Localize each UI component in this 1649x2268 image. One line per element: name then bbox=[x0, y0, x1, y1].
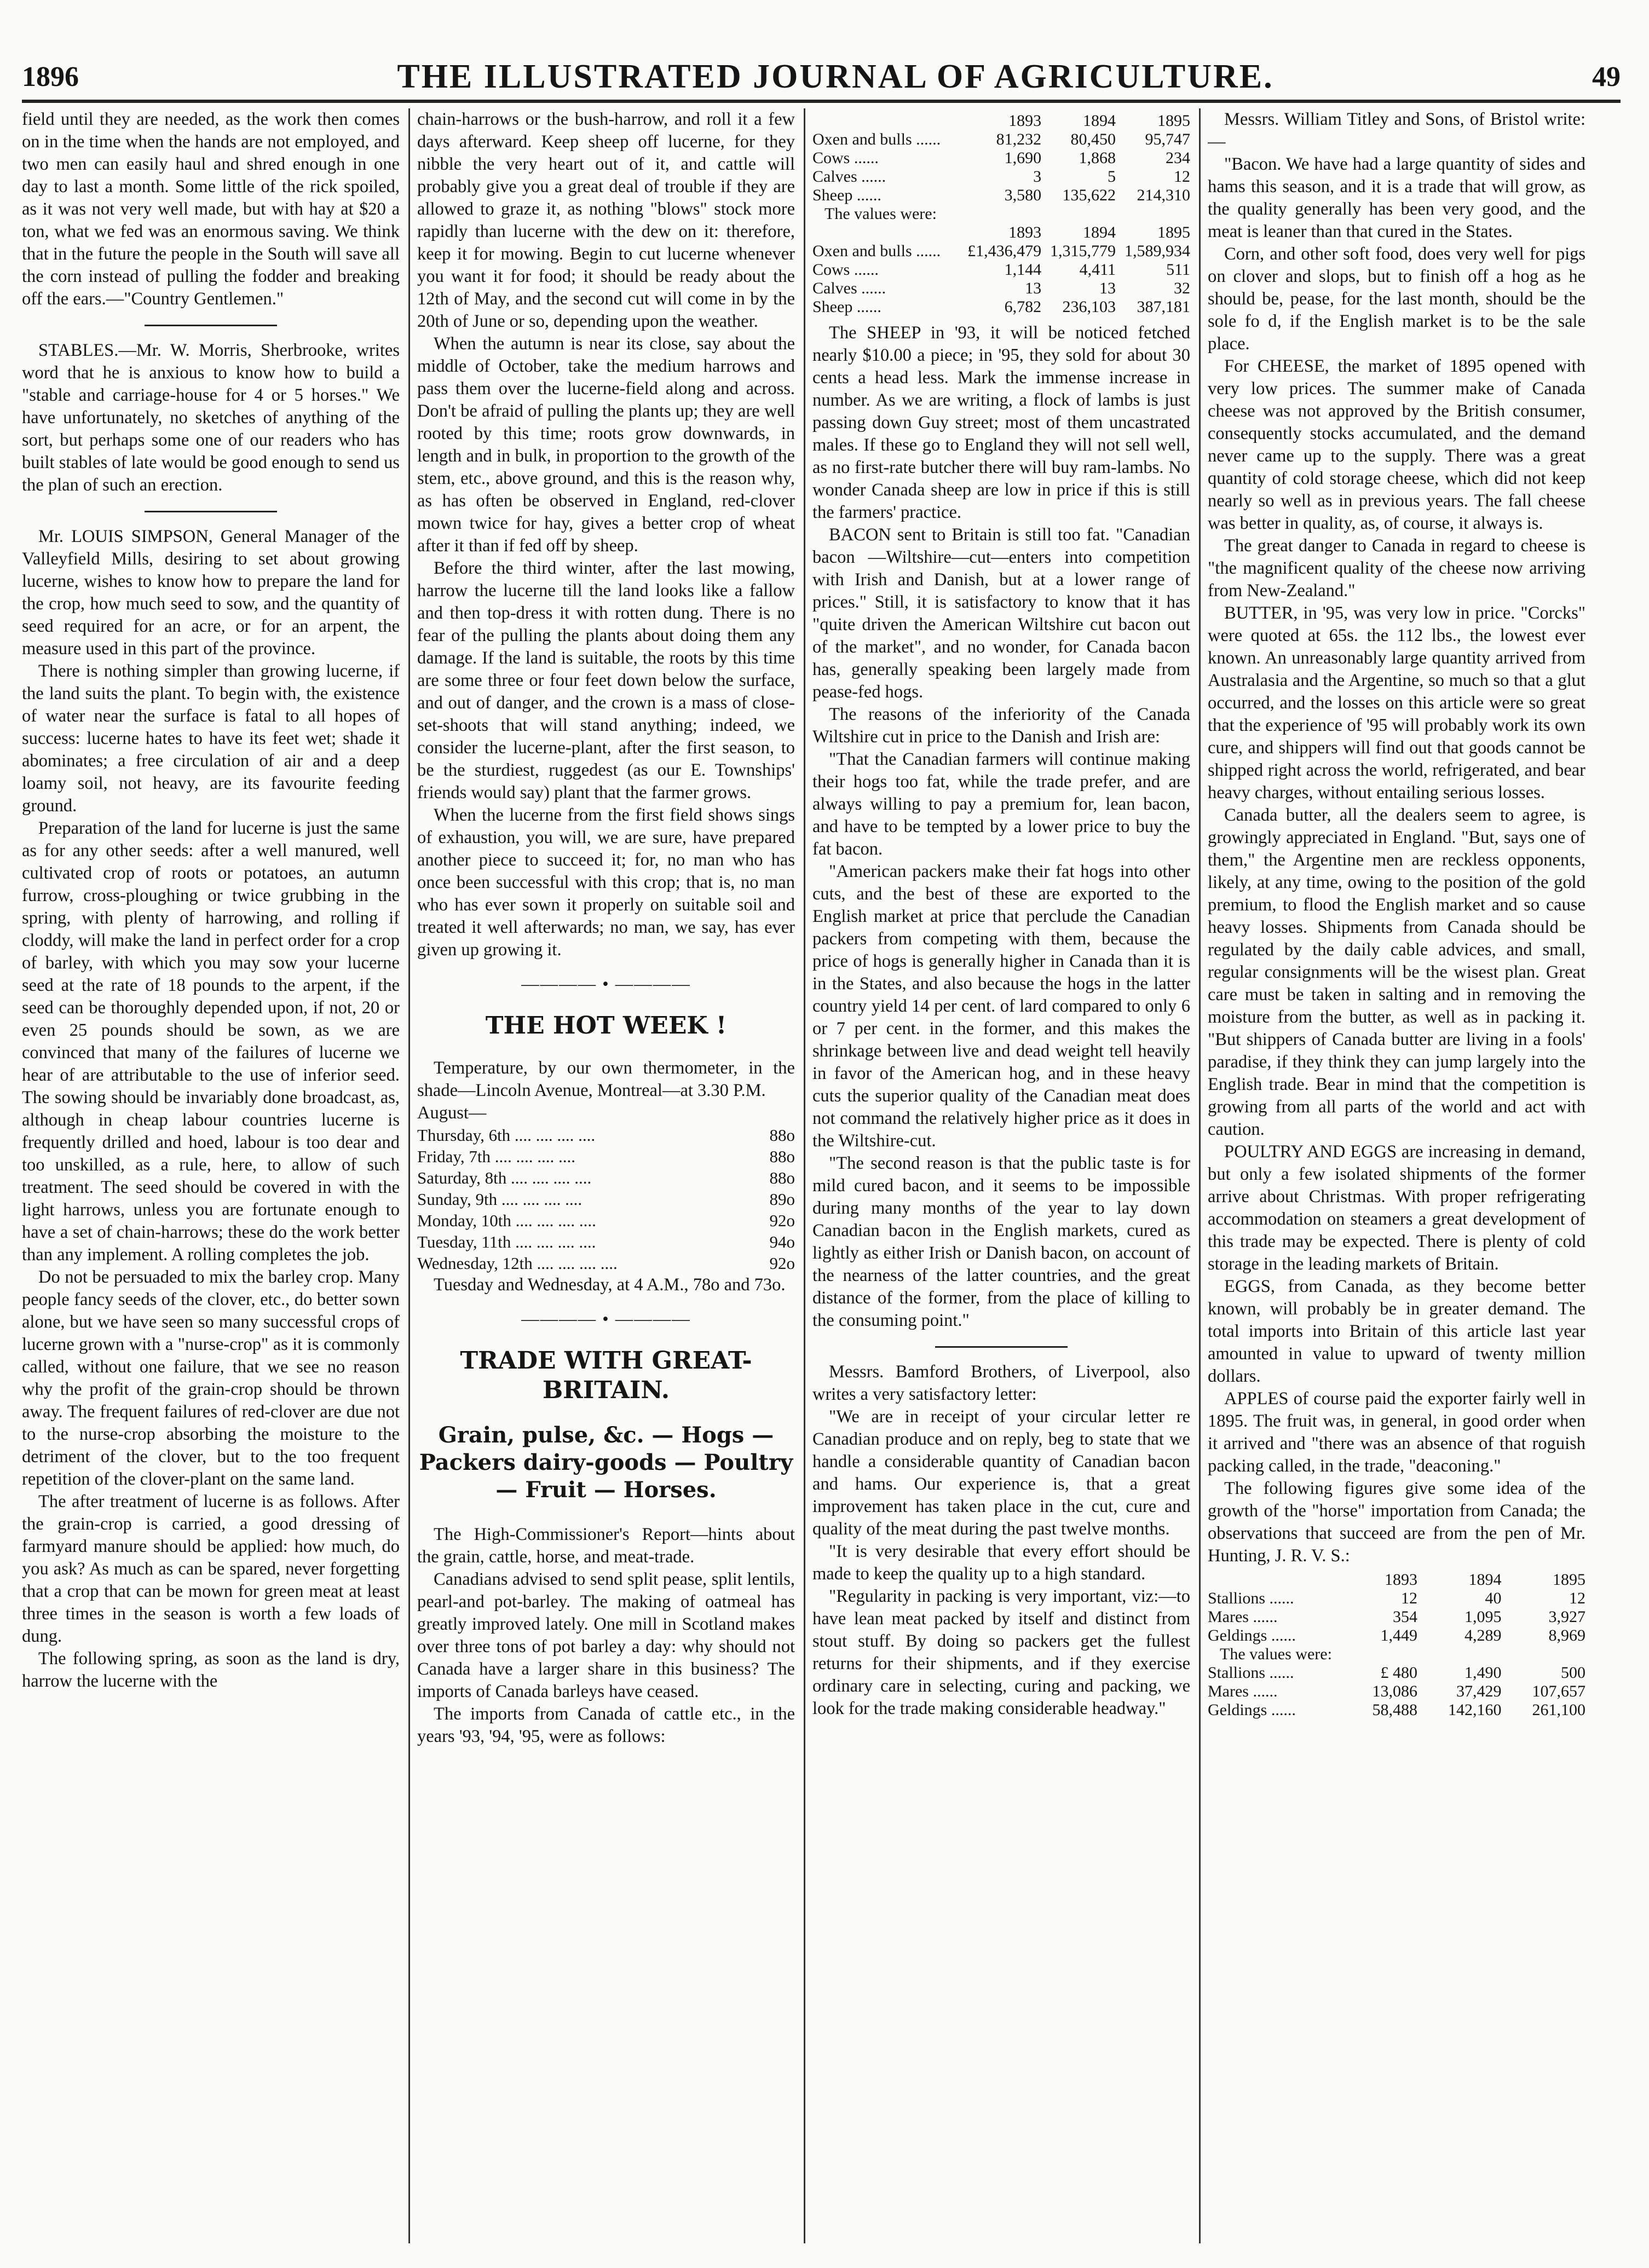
column-rule bbox=[804, 108, 805, 2243]
paragraph: The after treatment of lucerne is as follows. After the grain-crop is carried, a good dressing of farmyard manure should be applied: how much, do you ask? As much as can be spared, never forgetting that a crop that can be mown for green meat at least three times in the season is worth a few loads of dung. bbox=[22, 1492, 400, 1646]
table-cell: 37,429 bbox=[1456, 1682, 1502, 1700]
table-cell: 5 bbox=[1108, 168, 1116, 186]
paragraph: BUTTER, in '95, was very low in price. "Corcks" were quoted at 65s. the 112 lbs., the lowest ever known. An unreasonably large quantity arrived from Australasia and the Argentine, so much so that a glut occurred, and the losses on this article were so great that the experience of '95 will probably work its own cure, and shippers will find out that goods cannot be shipped right across the world, refrigerated, and bear heavy charges, without entailing serious losses. bbox=[1208, 603, 1585, 803]
table-row bbox=[1208, 1626, 1585, 1645]
year-header: 1895 bbox=[1157, 223, 1190, 241]
table-row bbox=[1208, 1701, 1585, 1719]
table-cell: 1,144 bbox=[1004, 261, 1042, 279]
paragraph: Preparation of the land for lucerne is just the same as for any other seeds: after a well manured, well cultivated crop of roots or potatoes, an autumn furrow, cross-ploughing or twice grubbing in the spring, with plenty of harrowing, and rolling if cloddy, will make the land in perfect order for a crop of barley, with which you may sow your lucerne seed at the rate of 18 pounds to the arpent, if the seed can be thoroughly depended upon, if not, 20 or even 25 pounds should be sown, as we are convinced that many of the failures of lucerne we hear of are attributable to the use of inferior seed. The sowing should be invariably done broadcast, as, although in cheap labour countries lucerne is frequently drilled and hoed, labour is too dear and too unskilled, as a rule, here, to allow of such treatment. The seed should be covered in with the light harrows, unless you are fortunate enough to have a set of chain-harrows; these do the work better than any implement. A rolling completes the job. bbox=[22, 818, 400, 1265]
year-header: 1894 bbox=[1468, 1571, 1502, 1589]
table-cell: 40 bbox=[1485, 1589, 1502, 1607]
table-cell: 3 bbox=[1033, 168, 1042, 186]
temperature-value: 92o bbox=[769, 1211, 795, 1230]
table-cell: 214,310 bbox=[1137, 186, 1190, 204]
temperature-value: 88o bbox=[769, 1126, 795, 1145]
temperature-row bbox=[417, 1124, 795, 1146]
table-row bbox=[1208, 1664, 1585, 1682]
table-cell: 142,160 bbox=[1448, 1701, 1502, 1719]
column-rule bbox=[1199, 108, 1201, 2243]
year-header: 1894 bbox=[1083, 223, 1116, 241]
table-row bbox=[812, 279, 1190, 298]
paragraph: Messrs. William Titley and Sons, of Bristol write:— bbox=[1208, 109, 1585, 152]
row-label: Mares ...... bbox=[1208, 1608, 1278, 1626]
paragraph: BACON sent to Britain is still too fat. "Canadian bacon —Wiltshire—cut—enters into competition with Irish and Danish, but at a lower range of prices." Still, it is satisfactory to know that it has "quite driven the American Wiltshire cut bacon out of the market", and no wonder, for Canada bacon has, generally speaking been largely made from pease-fed hogs. bbox=[812, 525, 1190, 702]
table-header-row bbox=[812, 112, 1190, 130]
paragraph: Messrs. Bamford Brothers, of Liverpool, also writes a very satisfactory letter: bbox=[812, 1362, 1190, 1404]
paragraph: POULTRY AND EGGS are increasing in demand, but only a few isolated shipments of the former arrive about Christmas. With proper refrigerating accommodation on steamers a great development of this trade may be expected. There is plenty of cold storage in the leading markets of Britain. bbox=[1208, 1142, 1585, 1274]
paragraph: The great danger to Canada in regard to cheese is "the magnificent quality of the cheese now arriving from New-Zealand." bbox=[1208, 536, 1585, 601]
table-cell: 236,103 bbox=[1062, 298, 1116, 316]
table-cell: 12 bbox=[1569, 1589, 1585, 1607]
temperature-row bbox=[417, 1231, 795, 1253]
table-cell: 511 bbox=[1166, 261, 1190, 279]
paragraph: The following spring, as soon as the land is dry, harrow the lucerne with the bbox=[22, 1649, 400, 1691]
table-cell: 1,868 bbox=[1079, 149, 1116, 167]
temperature-list bbox=[417, 1124, 795, 1274]
temperature-day: Saturday, 8th .... .... .... .... bbox=[417, 1168, 592, 1187]
temperature-value: 88o bbox=[769, 1147, 795, 1166]
values-label-row bbox=[812, 205, 1190, 223]
table-cell: 1,315,779 bbox=[1050, 242, 1116, 260]
table-cell: 32 bbox=[1174, 279, 1190, 297]
paragraph: Canada butter, all the dealers seem to agree, is growingly appreciated in England. "But, says one of them," the Argentine men are reckless opponents, likely, at any time, owing to the position of the gold premium, to flood the English market and so cause heavy losses. Shipments from Canada should be regulated by the daily cable advices, and small, regular consignments will be the wisest plan. Great care must be taken in salting and in removing the moisture from the butter, as well as in packing it. "But shippers of Canada butter are living in a fools' paradise, if they think they can jump largely into the English trade. Bear in mind that the competition is growing from all parts of the world and act with caution. bbox=[1208, 805, 1585, 1139]
row-label: Calves ...... bbox=[812, 168, 886, 186]
table-cell: £ 480 bbox=[1380, 1664, 1418, 1682]
paragraph: "The second reason is that the public taste is for mild cured bacon, and it seems to be impossible during many months of the year to lay down Canadian bacon in the English markets, cured as lightly as either Irish or Danish bacon, on account of the nearness of the latter countries, and the great distance of the former, from the place of killing to the consuming point." bbox=[812, 1153, 1190, 1330]
paragraph: "Bacon. We have had a large quantity of sides and hams this season, and it is a trade that will grow, as the quality generally has been very good, and the meat is leaner than that cured in the States. bbox=[1208, 154, 1585, 241]
paragraph: When the lucerne from the first field shows sings of exhaustion, you will, we are sure, have prepared another piece to succeed it; for, no man who has once been successful with this crop; that is, no man who has ever sown it properly on suitable soil and treated it well afterwards; no man, we say, has ever given up growing it. bbox=[417, 805, 795, 960]
paragraph: Do not be persuaded to mix the barley crop. Many people fancy seeds of the clover, etc., do better sown alone, but we have seen so many successful crops of lucerne grown with a "nurse-crop" as it is commonly called, without one failure, that we see no reason why the profit of the grain-crop should be thrown away. The frequent failures of red-clover are due not to the nurse-crop absorbing the moisture to the detriment of the clover, but to the too frequent repetition of the clover-plant on the same land. bbox=[22, 1267, 400, 1489]
table-cell: 261,100 bbox=[1532, 1701, 1585, 1719]
year-header: 1893 bbox=[1008, 223, 1042, 241]
temperature-value: 89o bbox=[769, 1190, 795, 1209]
paragraph: When the autumn is near its close, say about the middle of October, take the medium harrows and pass them over the lucerne-field along and across. Don't be afraid of pulling the plants up; they are well rooted by this time; roots grow downwards, in length and in bulk, in proportion to the growth of the stem, etc., above ground, and this is the reason why, as has often be observed in England, red-clover mown twice for hay, gives a better crop of wheat after it than if fed off by sheep. bbox=[417, 334, 795, 556]
year-header: 1893 bbox=[1385, 1571, 1418, 1589]
year-header: 1893 bbox=[1008, 112, 1042, 130]
temperature-row bbox=[417, 1253, 795, 1274]
column-3 bbox=[812, 108, 1190, 2260]
table-row bbox=[812, 298, 1190, 316]
row-label: Sheep ...... bbox=[812, 298, 881, 316]
row-label: Geldings ...... bbox=[1208, 1626, 1296, 1644]
paragraph: chain-harrows or the bush-harrow, and roll it a few days afterward. Keep sheep off lucerne, for they nibble the very heart out of it, and cattle will probably give you a great deal of trouble if they are allowed to graze it, as nothing "blows" stock more rapidly than lucerne with the dew on it: therefore, keep it for mowing. Begin to cut lucerne whenever you want it for food; it should be ready about the 12th of May, and the second cut will come in by the 20th of June or so, depending upon the weather. bbox=[417, 109, 795, 331]
paragraph: The SHEEP in '93, it will be noticed fetched nearly $10.00 a piece; in '95, they sold for about 30 cents a head less. Mark the immense increase in number. As we are writing, a flock of lambs is just passing down Guy street; most of them uncastrated males. If these go to England they will not sell well, as no first-rate butcher there will buy ram-lambs. No wonder Canada sheep are low in price if this is still the farmers' practice. bbox=[812, 323, 1190, 522]
table-cell: 1,490 bbox=[1464, 1664, 1502, 1682]
cattle-import-table bbox=[812, 112, 1190, 316]
values-label: The values were: bbox=[1220, 1645, 1332, 1663]
table-cell: 81,232 bbox=[996, 130, 1042, 148]
paragraph: The following figures give some idea of the growth of the "horse" importation from Canada; the observations that succeed are from the pen of Mr. Hunting, J. R. V. S.: bbox=[1208, 1479, 1585, 1566]
table-cell: 13 bbox=[1025, 279, 1042, 297]
row-label: Mares ...... bbox=[1208, 1682, 1278, 1700]
table-cell: 387,181 bbox=[1137, 298, 1190, 316]
temperature-day: Monday, 10th .... .... .... .... bbox=[417, 1211, 596, 1230]
temperature-day: Thursday, 6th .... .... .... .... bbox=[417, 1126, 596, 1145]
table-corner bbox=[812, 112, 958, 130]
table-cell: 1,690 bbox=[1004, 149, 1042, 167]
temperature-row bbox=[417, 1146, 795, 1167]
values-label: The values were: bbox=[824, 205, 937, 223]
table-cell: 8,969 bbox=[1548, 1626, 1585, 1644]
table-cell: 4,411 bbox=[1079, 261, 1116, 279]
row-label: Sheep ...... bbox=[812, 186, 881, 204]
table-row bbox=[812, 186, 1190, 205]
paragraph: Canadians advised to send split pease, split lentils, pearl-and pot-barley. The making of oatmeal has greatly improved lately. One mill in Scotland makes over three tons of pot barley a day: why should not Canada have a larger share in this business? The imports of Canada barleys have ceased. bbox=[417, 1569, 795, 1701]
table-cell: 80,450 bbox=[1070, 130, 1116, 148]
table-cell: 12 bbox=[1174, 168, 1190, 186]
temperature-day: Sunday, 9th .... .... .... .... bbox=[417, 1190, 583, 1209]
paragraph: "Regularity in packing is very important, viz:—to have lean meat packed by itself and distinct from stout stuff. By doing so packers get the fullest returns for their shipments, and if they exercise ordinary care in selecting, curing and packing, we look for the trade making considerable headway." bbox=[812, 1586, 1190, 1718]
year-header: 1895 bbox=[1553, 1571, 1585, 1589]
horse-import-table bbox=[1208, 1571, 1585, 1719]
table-cell: 107,657 bbox=[1532, 1682, 1585, 1700]
paragraph: Temperature, by our own thermometer, in the shade—Lincoln Avenue, Montreal—at 3.30 P.M. bbox=[417, 1058, 795, 1100]
paragraph: Mr. LOUIS SIMPSON, General Manager of the Valleyfield Mills, desiring to set about growing lucerne, wishes to know how to prepare the land for the crop, how much seed to sow, and the quantity of seed required for an acre, or for an arpent, the measure used in this part of the province. bbox=[22, 527, 400, 659]
table-cell: 13 bbox=[1099, 279, 1116, 297]
row-label: Geldings ...... bbox=[1208, 1701, 1296, 1719]
temperature-row bbox=[417, 1167, 795, 1188]
column-1 bbox=[22, 108, 400, 2260]
row-label: Calves ...... bbox=[812, 279, 886, 297]
table-cell: 95,747 bbox=[1145, 130, 1190, 148]
table-header-row bbox=[1208, 1571, 1585, 1589]
table-cell: 4,289 bbox=[1464, 1626, 1502, 1644]
paragraph: EGGS, from Canada, as they become better known, will probably be in greater demand. The total imports into Britain of this article last year amounted in value to upward of twenty million dollars. bbox=[1208, 1277, 1585, 1386]
values-label-row bbox=[1208, 1645, 1585, 1664]
table-row bbox=[812, 168, 1190, 186]
paragraph: Corn, and other soft food, does very well for pigs on clover and slops, but to finish off a hog as he should be, pease, for the last month, should be the sole fo d, if the English market is to be the sale place. bbox=[1208, 244, 1585, 354]
trade-heading: TRADE WITH GREAT-BRITAIN. bbox=[460, 1347, 752, 1404]
column-rule bbox=[408, 108, 410, 2243]
issue-year: 1896 bbox=[22, 61, 79, 93]
paragraph: STABLES.—Mr. W. Morris, Sherbrooke, writes word that he is anxious to know how to build a "stable and carriage-house for 4 or 5 horses." We have unfortunately, no sketches of anything of the sort, but perhaps some one of our readers who has built stables of late would be good enough to send us the plan of such an erection. bbox=[22, 341, 400, 495]
table-cell: 354 bbox=[1393, 1608, 1418, 1626]
table-corner bbox=[1208, 1571, 1346, 1589]
hot-week-heading: THE HOT WEEK ! bbox=[485, 1012, 727, 1040]
separator-rule bbox=[145, 511, 277, 512]
temperature-value: 94o bbox=[769, 1232, 795, 1251]
table-cell: £1,436,479 bbox=[967, 242, 1042, 260]
masthead bbox=[22, 55, 1621, 99]
temperature-row bbox=[417, 1210, 795, 1231]
paragraph: "American packers make their fat hogs into other cuts, and the best of these are exported to the English market at price that perclude the Canadian packers from competing with them, because the price of hogs is generally higher in Canada than it is in the States, and also because the hogs in the latter country yield 14 per cent. of lard compared to only 6 or 7 per cent. in the former, and this makes the shrinkage between live and dead weight tell heavily in favor of the American hog, and in these heavy cuts the superior quality of the Canadian meat does not command the relatively higher price as it does in the Wiltshire-cut. bbox=[812, 862, 1190, 1151]
table-cell: 12 bbox=[1401, 1589, 1418, 1607]
journal-title: THE ILLUSTRATED JOURNAL OF AGRICULTURE. bbox=[397, 57, 1274, 95]
separator-rule bbox=[145, 325, 277, 326]
table-cell: 1,095 bbox=[1464, 1608, 1502, 1626]
row-label: Oxen and bulls ...... bbox=[812, 242, 941, 260]
row-label: Cows ...... bbox=[812, 261, 879, 279]
table-cell: 1,449 bbox=[1380, 1626, 1418, 1644]
table-cell: 234 bbox=[1166, 149, 1190, 167]
paragraph: The imports from Canada of cattle etc., in the years '93, '94, '95, were as follows: bbox=[417, 1704, 795, 1746]
year-header: 1895 bbox=[1157, 112, 1190, 130]
table-cell: 135,622 bbox=[1062, 186, 1116, 204]
temperature-value: 88o bbox=[769, 1168, 795, 1187]
page-number: 49 bbox=[1592, 61, 1621, 93]
row-label: Stallions ...... bbox=[1208, 1664, 1294, 1682]
temperature-value: 92o bbox=[769, 1254, 795, 1273]
paragraph: field until they are needed, as the work then comes on in the time when the hands are not employed, and two men can easily haul and shred enough in one day to last a month. Some little of the rick spoiled, as it was not very well made, but with hay at $20 a ton, what we fed was an enormous saving. We think that in the future the people in the South will save all the corn instead of pulling the fodder and breaking off the ears.—"Country Gentlemen." bbox=[22, 109, 400, 309]
year-header: 1894 bbox=[1083, 112, 1116, 130]
table-row bbox=[812, 130, 1190, 149]
trade-subheading: Grain, pulse, &c. — Hogs — Packers dairy-goods — Poultry — Fruit — Horses. bbox=[419, 1422, 793, 1503]
paragraph: "That the Canadian farmers will continue making their hogs too fat, while the trade prefer, and are always willing to pay a premium for, lean bacon, and have to be tempted by a lower price to buy the fat bacon. bbox=[812, 749, 1190, 859]
row-label: Cows ...... bbox=[812, 149, 879, 167]
table-header-row bbox=[812, 223, 1190, 242]
temperature-day: Friday, 7th .... .... .... .... bbox=[417, 1147, 576, 1166]
table-row bbox=[812, 149, 1190, 168]
paragraph: Tuesday and Wednesday, at 4 A.M., 78o and 73o. bbox=[434, 1275, 786, 1295]
table-cell: 58,488 bbox=[1372, 1701, 1418, 1719]
table-cell: 1,589,934 bbox=[1125, 242, 1190, 260]
paragraph: The High-Commissioner's Report—hints about the grain, cattle, horse, and meat-trade. bbox=[417, 1525, 795, 1567]
temperature-day: Wednesday, 12th .... .... .... .... bbox=[417, 1254, 618, 1273]
paragraph: For CHEESE, the market of 1895 opened with very low prices. The summer make of Canada cheese was not approved by the British consumer, consequently stocks accumulated, and the demand never came up to the supply. There was a great quantity of cold storage cheese, which did not keep nearly so well as in previous years. The fall cheese was better in quality, as, of course, it always is. bbox=[1208, 356, 1585, 533]
column-4 bbox=[1208, 108, 1585, 2260]
ornament-rule: ———— • ———— bbox=[521, 1309, 691, 1329]
row-label: Oxen and bulls ...... bbox=[812, 130, 941, 148]
paragraph: The reasons of the inferiority of the Canada Wiltshire cut in price to the Danish and Irish are: bbox=[812, 705, 1190, 747]
table-row bbox=[1208, 1589, 1585, 1608]
table-row bbox=[1208, 1608, 1585, 1626]
table-cell: 500 bbox=[1561, 1664, 1585, 1682]
separator-rule bbox=[935, 1346, 1068, 1348]
table-corner bbox=[812, 223, 958, 242]
temperature-day: Tuesday, 11th .... .... .... .... bbox=[417, 1232, 596, 1251]
paragraph: Before the third winter, after the last mowing, harrow the lucerne till the land looks like a fallow and then top-dress it with rotten dung. There is no fear of the pulling the plants about doing them any damage. If the land is suitable, the roots by this time are some three or four feet down below the surface, and out of danger, and the crown is a mass of close-set-shoots that will stand anything; indeed, we consider the lucerne-plant, after the first season, to be the sturdiest, ruggedest (as our E. Townships' friends would say) plant that the farmer grows. bbox=[417, 558, 795, 803]
temperature-row bbox=[417, 1188, 795, 1210]
table-cell: 6,782 bbox=[1004, 298, 1042, 316]
table-row bbox=[812, 261, 1190, 279]
paragraph: APPLES of course paid the exporter fairly well in 1895. The fruit was, in general, in good order when it arrived and "there was an absence of that roguish packing called, in the trade, "deaconing." bbox=[1208, 1389, 1585, 1476]
ornament-rule: ———— • ———— bbox=[521, 974, 691, 994]
table-cell: 3,927 bbox=[1548, 1608, 1585, 1626]
table-row bbox=[812, 242, 1190, 261]
table-cell: 13,086 bbox=[1372, 1682, 1418, 1700]
column-2 bbox=[417, 108, 795, 2260]
table-cell: 3,580 bbox=[1004, 186, 1042, 204]
masthead-rule bbox=[22, 100, 1621, 103]
row-label: Stallions ...... bbox=[1208, 1589, 1294, 1607]
paragraph: There is nothing simpler than growing lucerne, if the land suits the plant. To begin with, the existence of water near the surface is fatal to all hopes of success: lucerne hates to have its feet wet; shade it abominates; a free circulation of air and a deep loamy soil, not heavy, are its favourite feeding ground. bbox=[22, 661, 400, 816]
paragraph: "It is very desirable that every effort should be made to keep the quality up to a high standard. bbox=[812, 1542, 1190, 1584]
month-label: August— bbox=[417, 1103, 487, 1123]
table-row bbox=[1208, 1682, 1585, 1701]
paragraph: "We are in receipt of your circular letter re Canadian produce and on reply, beg to state that we handle a considerable quantity of Canadian bacon and hams. Our experience is, that a great improvement has taken place in the cut, cure and quality of the meat during the past twelve months. bbox=[812, 1407, 1190, 1539]
